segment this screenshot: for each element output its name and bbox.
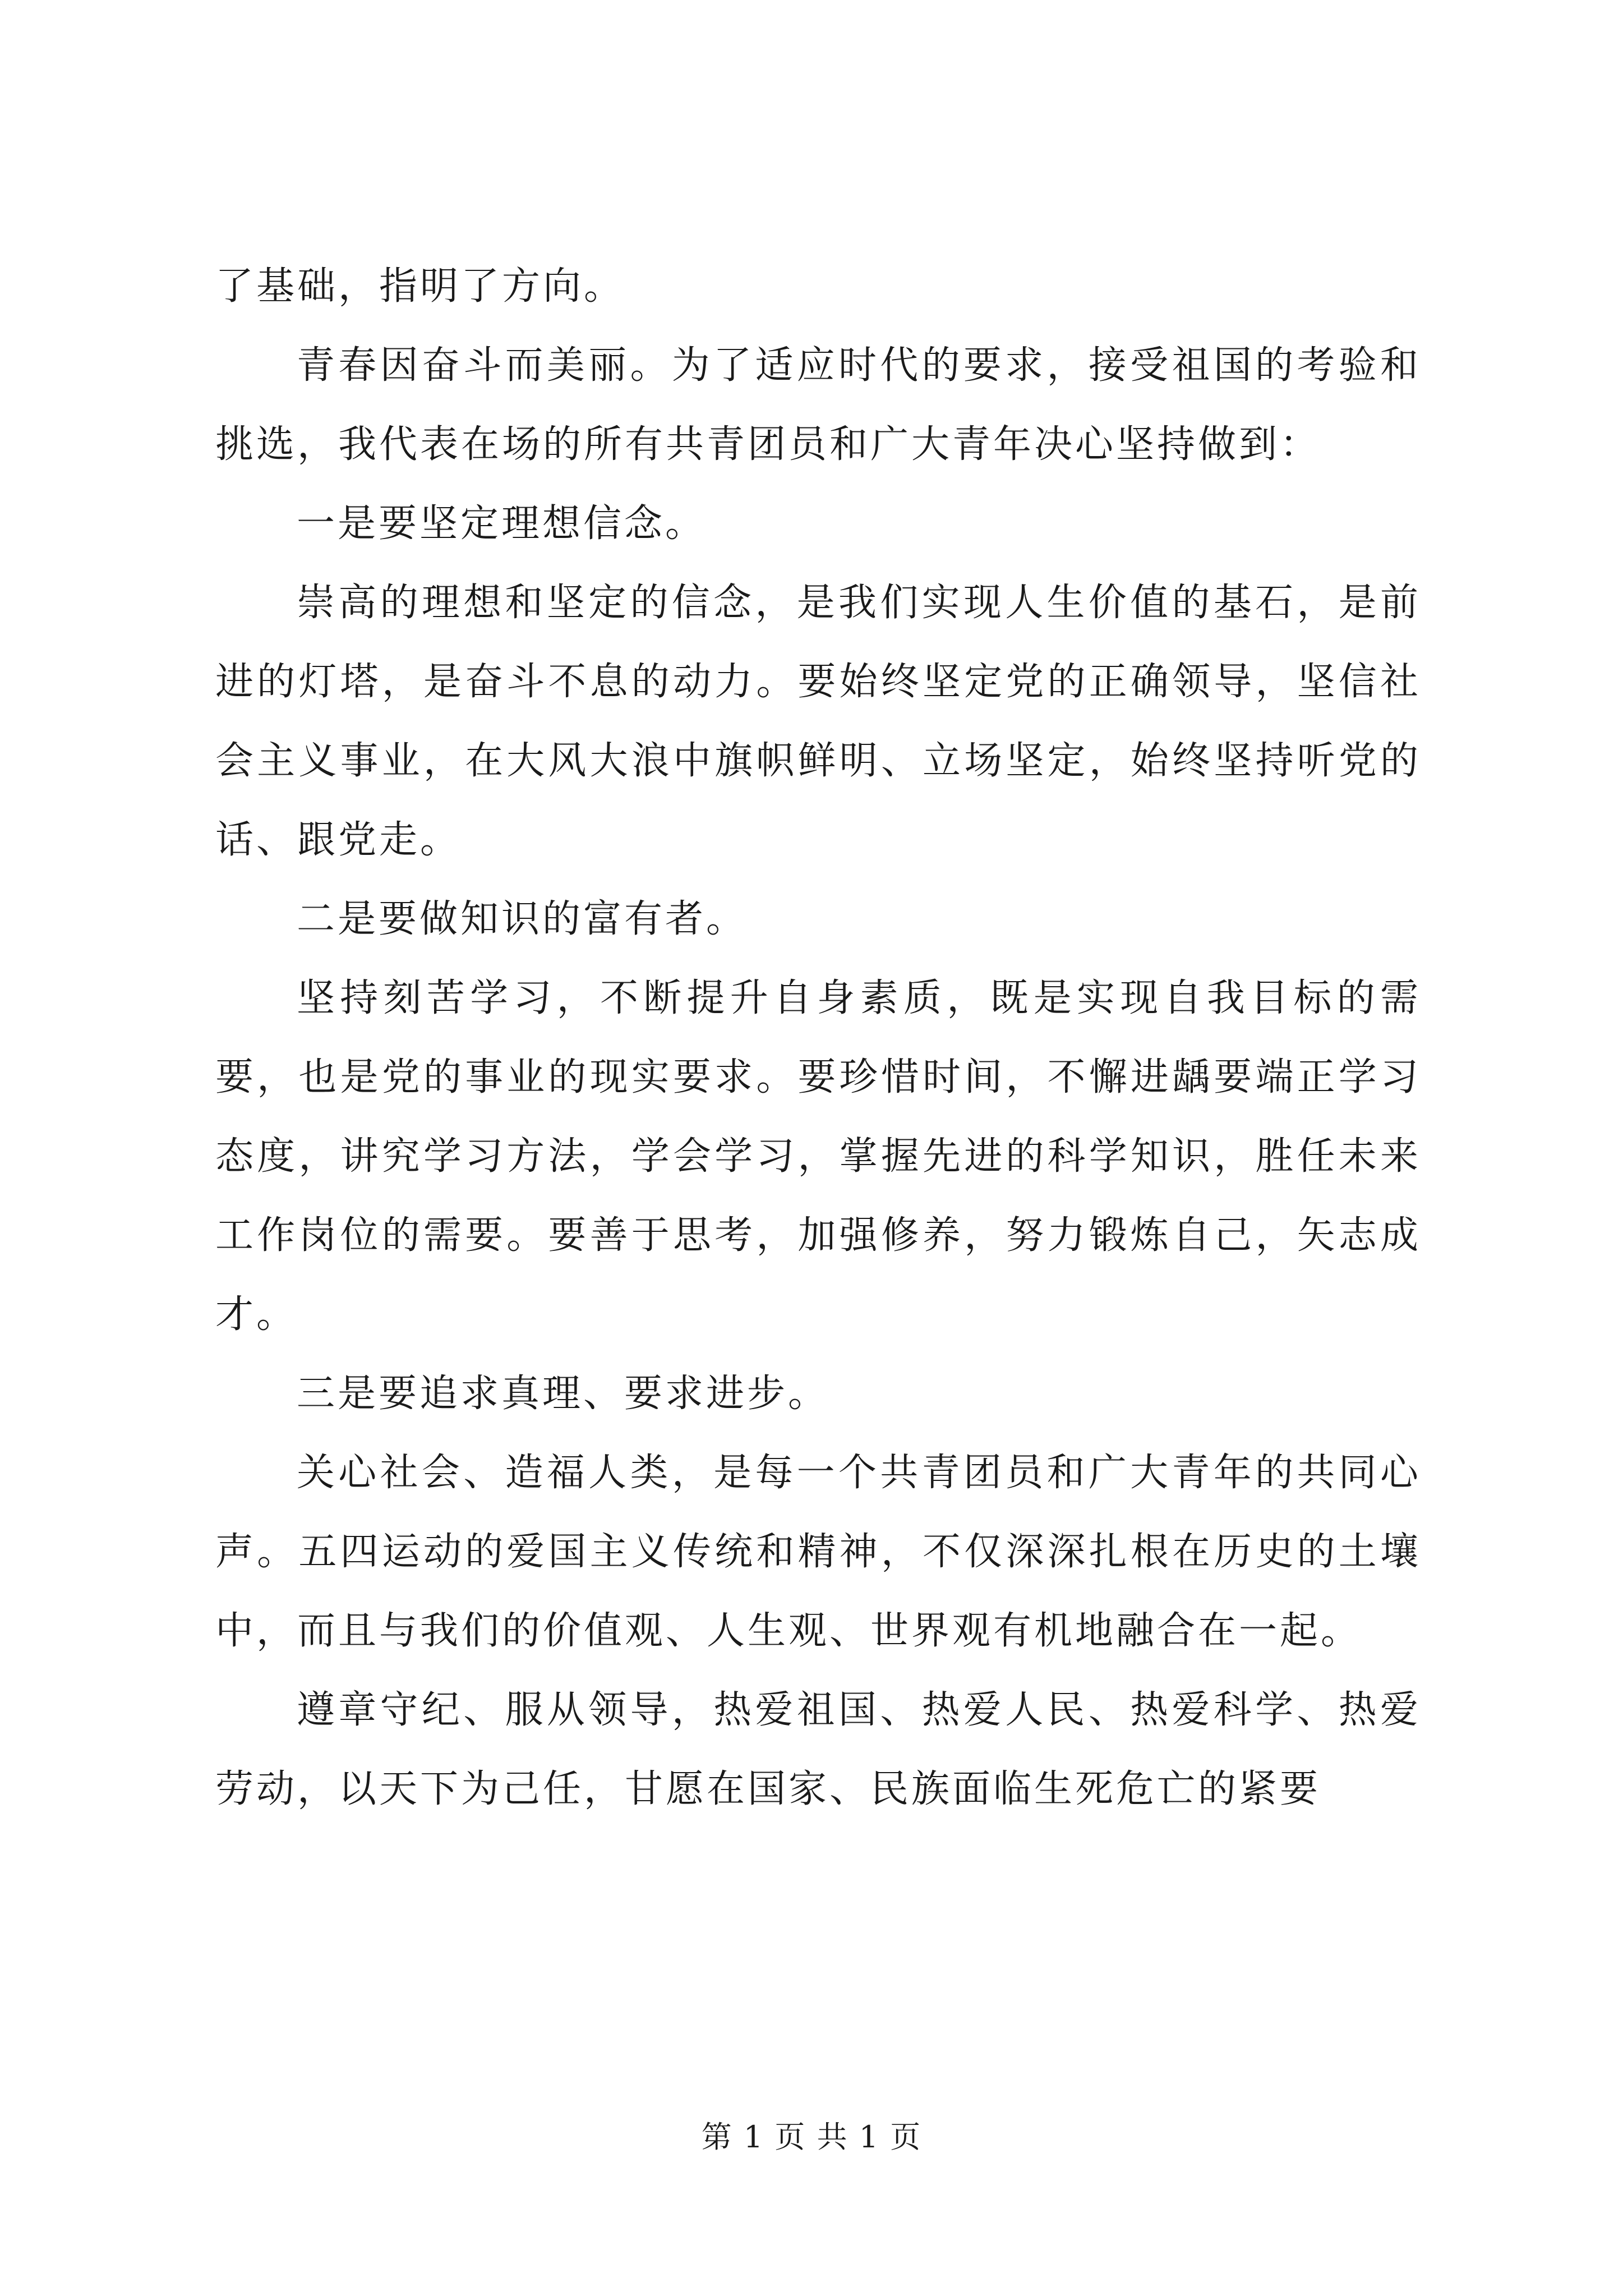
paragraph-5: 关心社会、造福人类，是每一个共青团员和广大青年的共同心声。五四运动的爱国主义传统和精神，不仅深深扎根在历史的土壤中，而且与我们的价值观、人生观、世界观有机地融合在一起。: [215, 1451, 1421, 1653]
section-heading-2: 二是要做知识的富有者。: [297, 897, 748, 941]
page-footer: 第 1 页 共 1 页: [701, 2119, 922, 2155]
section-heading-3: 三是要追求真理、要求进步。: [297, 1372, 829, 1416]
section-heading-1: 一是要坚定理想信念。: [297, 501, 707, 546]
paragraph-6: 遵章守纪、服从领导，热爱祖国、热爱人民、热爱科学、热爱劳动，以天下为己任，甘愿在国家、民族面临生死危亡的紧要: [215, 1688, 1421, 1811]
document-body: [215, 247, 1421, 1829]
paragraph-3: 崇高的理想和坚定的信念，是我们实现人生价值的基石，是前进的灯塔，是奋斗不息的动力。要始终坚定党的正确领导，坚信社会主义事业，在大风大浪中旗帜鲜明、立场坚定，始终坚持听党的话、跟党走。: [215, 581, 1421, 862]
paragraph-2: 青春因奋斗而美丽。为了适应时代的要求，接受祖国的考验和挑选，我代表在场的所有共青团员和广大青年决心坚持做到：: [215, 343, 1421, 467]
paragraph-1: 了基础，指明了方向。: [215, 264, 625, 309]
paragraph-4: 坚持刻苦学习，不断提升自身素质，既是实现自我目标的需要，也是党的事业的现实要求。要珍惜时间，不懈进龋要端正学习态度，讲究学习方法，学会学习，掌握先进的科学知识，胜任未来工作岗位的需要。要善于思考，加强修养，努力锻炼自己，矢志成才。: [215, 976, 1421, 1337]
